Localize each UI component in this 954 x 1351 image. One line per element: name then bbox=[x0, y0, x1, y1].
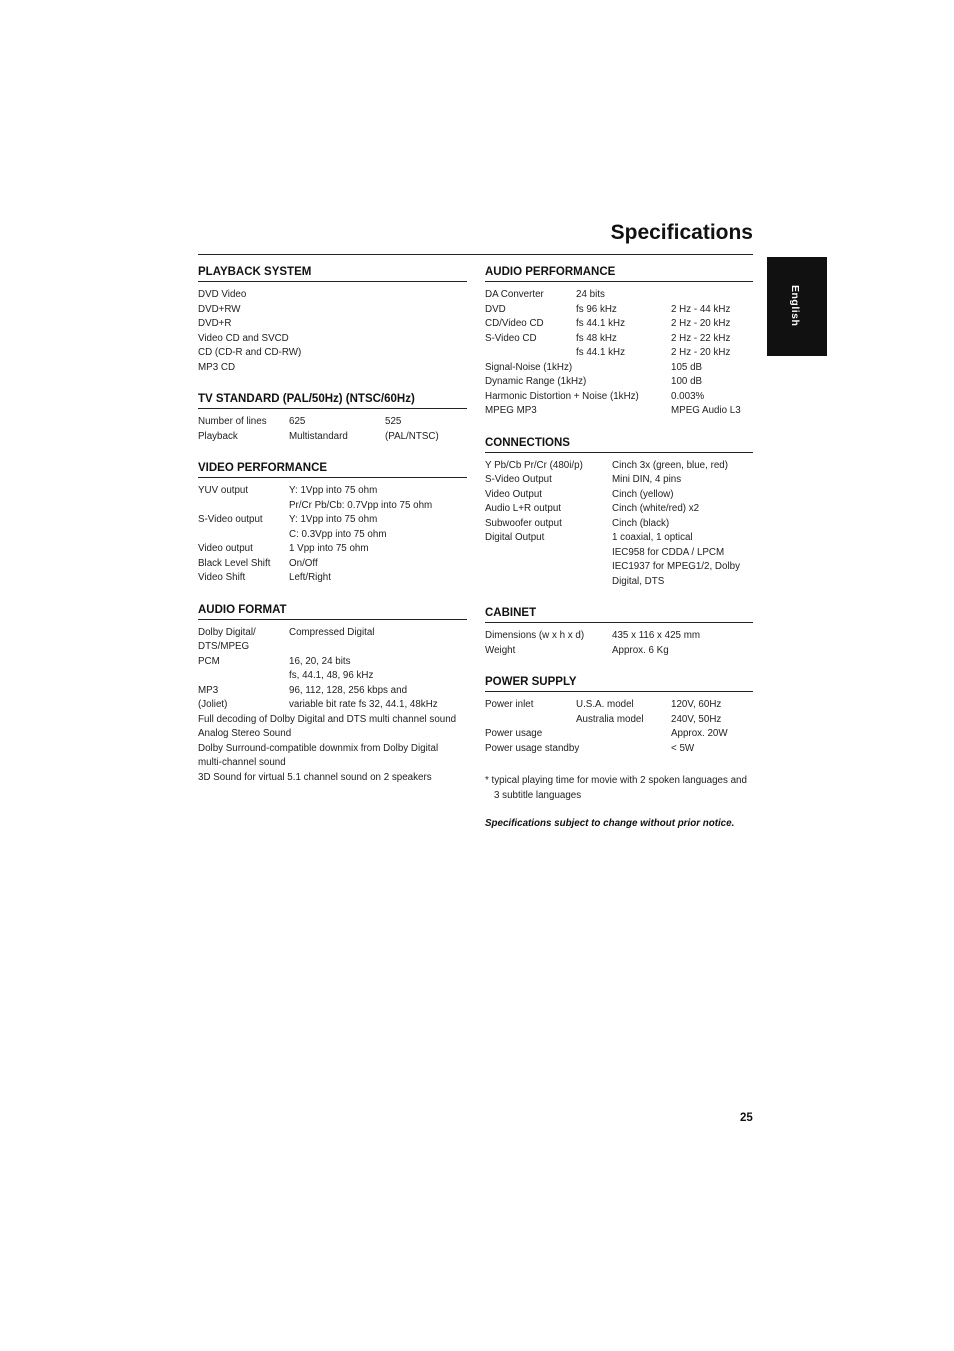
change-notice: Specifications subject to change without prior notice. bbox=[485, 818, 735, 829]
spec-cell: Left/Right bbox=[289, 572, 331, 583]
spec-row bbox=[198, 288, 467, 303]
section-video-performance bbox=[198, 462, 467, 586]
section-heading: AUDIO FORMAT bbox=[198, 604, 467, 620]
spec-row bbox=[485, 742, 753, 757]
spec-cell: S-Video CD bbox=[485, 332, 537, 344]
section-power-supply bbox=[485, 676, 753, 756]
spec-cell: Cinch (black) bbox=[612, 517, 670, 529]
spec-cell: (PAL/NTSC) bbox=[385, 430, 439, 442]
spec-cell: Subwoofer output bbox=[485, 517, 562, 529]
spec-row bbox=[485, 629, 753, 644]
spec-row bbox=[485, 473, 753, 488]
language-tab bbox=[767, 257, 827, 356]
footnote-line-1: * typical playing time for movie with 2 spoken languages and bbox=[485, 775, 747, 786]
spec-cell: MP3 CD bbox=[198, 361, 236, 373]
section-playback-system bbox=[198, 266, 467, 375]
spec-row bbox=[198, 713, 467, 728]
spec-cell: Y Pb/Cb Pr/Cr (480i/p) bbox=[485, 459, 583, 471]
spec-row bbox=[198, 484, 467, 499]
title-rule bbox=[198, 254, 753, 255]
spec-row bbox=[485, 546, 753, 561]
spec-row bbox=[198, 528, 467, 543]
spec-cell: MPEG MP3 bbox=[485, 405, 537, 416]
spec-cell: S-Video Output bbox=[485, 474, 552, 485]
spec-row bbox=[198, 727, 467, 742]
section-heading: TV STANDARD (PAL/50Hz) (NTSC/60Hz) bbox=[198, 393, 467, 409]
spec-cell: Signal-Noise (1kHz) bbox=[485, 361, 573, 373]
spec-row bbox=[485, 560, 753, 575]
spec-cell: Approx. 20W bbox=[671, 728, 728, 739]
spec-row bbox=[198, 771, 467, 786]
spec-cell: CD (CD-R and CD-RW) bbox=[198, 347, 302, 358]
spec-row bbox=[485, 346, 753, 361]
spec-cell: variable bit rate fs 32, 44.1, 48kHz bbox=[289, 699, 438, 710]
spec-cell: 100 dB bbox=[671, 376, 703, 387]
spec-cell: 525 bbox=[385, 416, 402, 427]
spec-cell: Dynamic Range (1kHz) bbox=[485, 376, 587, 387]
spec-row bbox=[485, 303, 753, 318]
spec-cell: 3D Sound for virtual 5.1 channel sound on 2 speakers bbox=[198, 771, 432, 783]
spec-cell: Analog Stereo Sound bbox=[198, 728, 292, 739]
spec-row bbox=[485, 698, 753, 713]
section-heading: VIDEO PERFORMANCE bbox=[198, 462, 467, 478]
section-cabinet bbox=[485, 607, 753, 658]
spec-row bbox=[198, 626, 467, 641]
section-tv-standard-pal-50hz-ntsc-60hz bbox=[198, 393, 467, 444]
section-heading: CONNECTIONS bbox=[485, 437, 753, 453]
spec-cell: 0.003% bbox=[671, 390, 705, 402]
spec-row bbox=[198, 542, 467, 557]
spec-cell: Dimensions (w x h x d) bbox=[485, 630, 585, 641]
section-connections bbox=[485, 437, 753, 590]
spec-cell: MPEG Audio L3 bbox=[671, 405, 741, 416]
spec-row bbox=[485, 727, 753, 742]
spec-row bbox=[485, 502, 753, 517]
spec-cell: 2 Hz - 22 kHz bbox=[671, 332, 731, 344]
spec-cell: fs 44.1 kHz bbox=[576, 318, 626, 329]
spec-row bbox=[485, 488, 753, 503]
spec-cell: DVD Video bbox=[198, 289, 247, 300]
section-heading: CABINET bbox=[485, 607, 753, 623]
section-heading: PLAYBACK SYSTEM bbox=[198, 266, 467, 282]
spec-cell: < 5W bbox=[671, 742, 695, 754]
left-column bbox=[198, 266, 467, 803]
spec-cell: 120V, 60Hz bbox=[671, 699, 722, 710]
spec-cell: Weight bbox=[485, 644, 516, 656]
spec-row bbox=[485, 390, 753, 405]
spec-cell: 96, 112, 128, 256 kbps and bbox=[289, 684, 408, 696]
spec-row bbox=[485, 332, 753, 347]
spec-cell: 240V, 50Hz bbox=[671, 713, 722, 725]
section-heading: POWER SUPPLY bbox=[485, 676, 753, 692]
page-number: 25 bbox=[740, 1112, 753, 1124]
spec-cell: Approx. 6 Kg bbox=[612, 644, 669, 656]
spec-row bbox=[485, 531, 753, 546]
spec-row bbox=[198, 557, 467, 572]
spec-cell: Playback bbox=[198, 430, 238, 442]
spec-row bbox=[485, 288, 753, 303]
spec-cell: Dolby Surround-compatible downmix from Dolby Digital bbox=[198, 742, 439, 754]
spec-cell: 625 bbox=[289, 416, 306, 427]
spec-cell: Digital Output bbox=[485, 532, 545, 543]
spec-row bbox=[485, 317, 753, 332]
spec-cell: 2 Hz - 20 kHz bbox=[671, 347, 731, 358]
spec-cell: 2 Hz - 20 kHz bbox=[671, 318, 731, 329]
spec-cell: Audio L+R output bbox=[485, 503, 561, 514]
spec-row bbox=[485, 375, 753, 390]
spec-row bbox=[198, 742, 467, 757]
spec-cell: fs 48 kHz bbox=[576, 332, 617, 344]
right-sections bbox=[485, 266, 753, 756]
section-heading: AUDIO PERFORMANCE bbox=[485, 266, 753, 282]
spec-cell: Video Output bbox=[485, 488, 543, 500]
spec-row bbox=[485, 517, 753, 532]
spec-row bbox=[198, 303, 467, 318]
spec-cell: Full decoding of Dolby Digital and DTS multi channel sound bbox=[198, 713, 457, 725]
spec-cell: U.S.A. model bbox=[576, 699, 634, 710]
footnote bbox=[485, 774, 753, 803]
footnote-line-2: 3 subtitle languages bbox=[494, 789, 582, 801]
spec-cell: fs 96 kHz bbox=[576, 303, 617, 315]
section-audio-performance bbox=[485, 266, 753, 419]
spec-cell: MP3 bbox=[198, 684, 219, 696]
spec-row bbox=[198, 640, 467, 655]
spec-cell: Video output bbox=[198, 543, 253, 554]
spec-cell: DTS/MPEG bbox=[198, 641, 250, 652]
right-column bbox=[485, 266, 753, 829]
spec-cell: 16, 20, 24 bits bbox=[289, 655, 351, 667]
spec-cell: DVD+R bbox=[198, 318, 232, 329]
spec-row bbox=[198, 332, 467, 347]
spec-cell: 1 coaxial, 1 optical bbox=[612, 532, 693, 543]
spec-cell: 105 dB bbox=[671, 361, 703, 373]
spec-cell: 1 Vpp into 75 ohm bbox=[289, 543, 369, 554]
spec-row bbox=[485, 713, 753, 728]
spec-row bbox=[485, 644, 753, 659]
spec-cell: Black Level Shift bbox=[198, 557, 271, 569]
spec-cell: DA Converter bbox=[485, 289, 544, 300]
spec-cell: On/Off bbox=[289, 557, 318, 569]
spec-row bbox=[198, 513, 467, 528]
spec-cell: C: 0.3Vpp into 75 ohm bbox=[289, 528, 387, 540]
spec-cell: Mini DIN, 4 pins bbox=[612, 474, 682, 485]
spec-cell: Number of lines bbox=[198, 416, 267, 427]
spec-cell: Pr/Cr Pb/Cb: 0.7Vpp into 75 ohm bbox=[289, 499, 433, 511]
spec-row bbox=[485, 459, 753, 474]
spec-cell: multi-channel sound bbox=[198, 757, 286, 768]
spec-row bbox=[198, 346, 467, 361]
spec-cell: Dolby Digital/ bbox=[198, 626, 256, 638]
spec-row bbox=[485, 575, 753, 590]
spec-cell: Digital, DTS bbox=[612, 575, 665, 587]
language-tab-label: English bbox=[789, 285, 801, 327]
spec-cell: IEC958 for CDDA / LPCM bbox=[612, 546, 725, 558]
spec-cell: Cinch 3x (green, blue, red) bbox=[612, 459, 728, 471]
spec-row bbox=[198, 756, 467, 771]
spec-row bbox=[198, 571, 467, 586]
spec-row bbox=[198, 430, 467, 445]
spec-row bbox=[198, 499, 467, 514]
spec-cell: DVD bbox=[485, 303, 506, 315]
spec-cell: 24 bits bbox=[576, 289, 605, 300]
spec-cell: Video CD and SVCD bbox=[198, 332, 289, 344]
spec-cell: fs, 44.1, 48, 96 kHz bbox=[289, 670, 374, 681]
section-audio-format bbox=[198, 604, 467, 786]
spec-cell: Video Shift bbox=[198, 572, 246, 583]
spec-cell: Multistandard bbox=[289, 430, 348, 442]
spec-cell: Y: 1Vpp into 75 ohm bbox=[289, 514, 378, 525]
spec-row bbox=[198, 317, 467, 332]
spec-row bbox=[198, 669, 467, 684]
spec-cell: Compressed Digital bbox=[289, 626, 375, 638]
spec-cell: PCM bbox=[198, 655, 220, 667]
spec-row bbox=[198, 361, 467, 376]
page-title: Specifications bbox=[610, 221, 753, 244]
spec-cell: Harmonic Distortion + Noise (1kHz) bbox=[485, 390, 639, 402]
spec-cell: YUV output bbox=[198, 485, 249, 496]
spec-cell: Power usage standby bbox=[485, 742, 580, 754]
spec-cell: Cinch (yellow) bbox=[612, 488, 674, 500]
spec-cell: Power inlet bbox=[485, 699, 534, 710]
spec-cell: 435 x 116 x 425 mm bbox=[612, 630, 701, 641]
spec-row bbox=[198, 415, 467, 430]
spec-cell: DVD+RW bbox=[198, 303, 241, 315]
spec-cell: Australia model bbox=[576, 713, 644, 725]
spec-row bbox=[198, 684, 467, 699]
spec-cell: (Joliet) bbox=[198, 699, 228, 710]
spec-cell: fs 44.1 kHz bbox=[576, 347, 626, 358]
spec-row bbox=[485, 404, 753, 419]
spec-cell: S-Video output bbox=[198, 514, 263, 525]
spec-cell: Y: 1Vpp into 75 ohm bbox=[289, 485, 378, 496]
spec-cell: Power usage bbox=[485, 728, 543, 739]
spec-cell: Cinch (white/red) x2 bbox=[612, 503, 700, 514]
spec-row bbox=[198, 698, 467, 713]
spec-row bbox=[198, 655, 467, 670]
spec-cell: CD/Video CD bbox=[485, 318, 544, 329]
spec-row bbox=[485, 361, 753, 376]
spec-cell: IEC1937 for MPEG1/2, Dolby bbox=[612, 561, 740, 572]
spec-cell: 2 Hz - 44 kHz bbox=[671, 303, 731, 315]
